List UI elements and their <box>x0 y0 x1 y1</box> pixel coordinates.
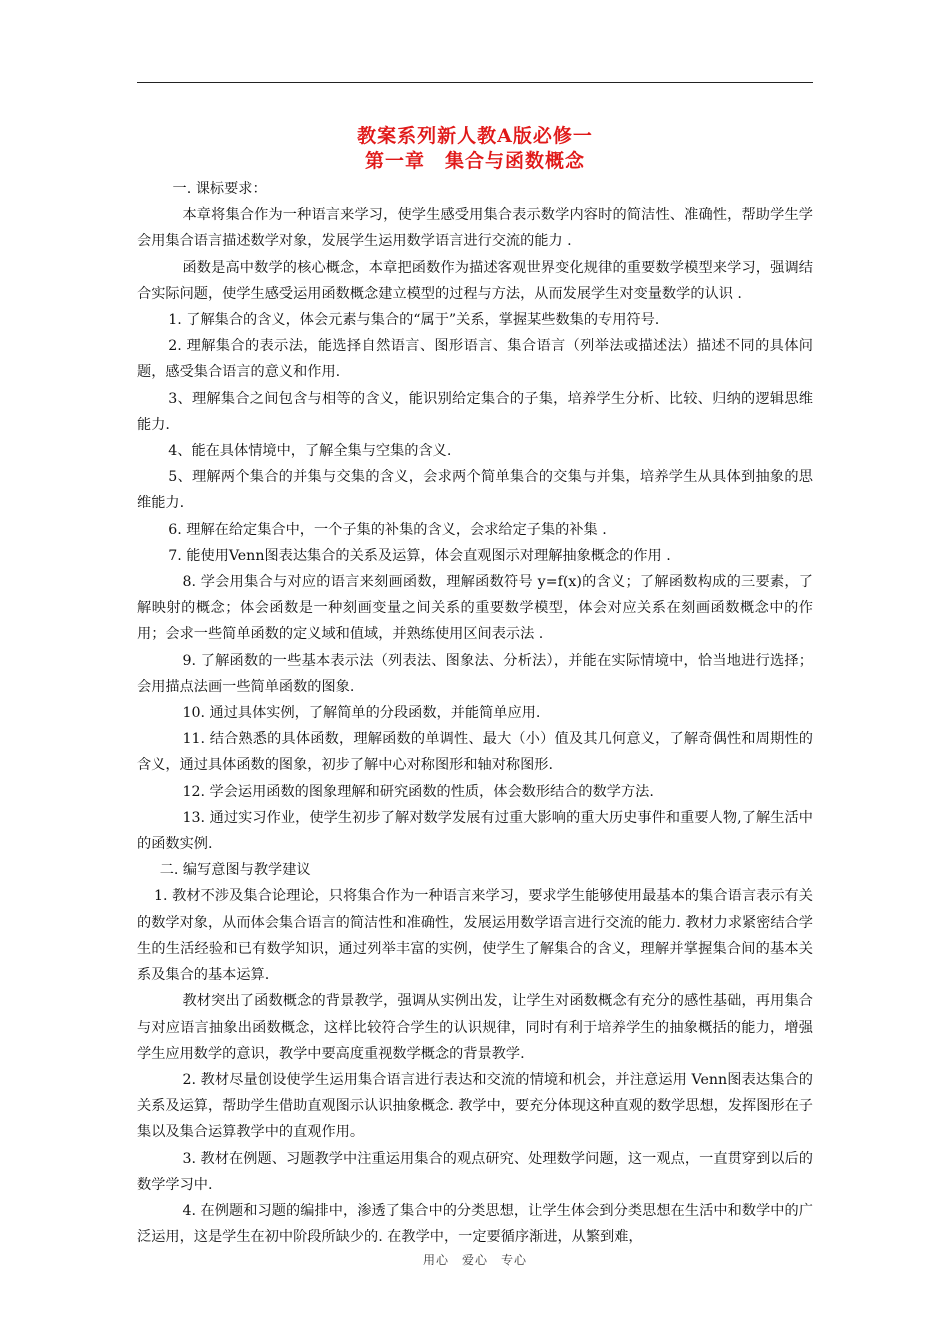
intro-paragraph: 本章将集合作为一种语言来学习，使学生感受用集合表示数学内容时的简洁性、准确性，帮助学生学会用集合语言描述数学对象，发展学生运用数学语言进行交流的能力 . <box>137 207 813 250</box>
list-item: 5、理解两个集合的并集与交集的含义，会求两个简单集合的交集与并集，培养学生从具体到抽象的思维能力. <box>137 469 813 512</box>
list-item: 8. 学会用集合与对应的语言来刻画函数，理解函数符号 y=f(x)的含义；了解函数构成的三要素，了解映射的概念；体会函数是一种刻画变量之间关系的重要数学模型，体会对应关系在刻画函数概念中的作用；会求一些简单函数的定义域和值域，并熟练使用区间表示法 . <box>137 574 813 643</box>
list-item: 4、能在具体情境中，了解全集与空集的含义. <box>168 443 452 460</box>
list-item: 2. 理解集合的表示法，能选择自然语言、图形语言、集合语言（列举法或描述法）描述不同的具体问题，感受集合语言的意义和作用. <box>137 338 813 381</box>
section-heading-2: 二. 编写意图与教学建议 <box>159 862 311 879</box>
header-rule <box>137 82 813 83</box>
section-heading-1: 一. 课标要求： <box>172 181 267 197</box>
chapter-title: 第一章 集合与函数概念 <box>364 150 585 172</box>
list-item: 10. 通过具体实例，了解简单的分段函数，并能简单应用. <box>182 705 541 722</box>
list-item: 13. 通过实习作业，使学生初步了解对数学发展有过重大影响的重大历史事件和重要人物,了解生活中的函数实例. <box>137 809 813 853</box>
body-paragraph: 1. 教材不涉及集合论理论，只将集合作为一种语言来学习，要求学生能够使用最基本的集合语言表示有关的数学对象，从而体会集合语言的简洁性和准确性，发展运用数学语言进行交流的能力. 教材力求紧密结合学生的生活经验和已有数学知识，通过列举丰富的实例，使学生了解集合的含义，理解并掌握集合间的基本关系及集合的基本运算. <box>137 888 813 984</box>
body-paragraph: 3. 教材在例题、习题教学中注重运用集合的观点研究、处理数学问题，这一观点，一直贯穿到以后的数学学习中. <box>137 1150 813 1193</box>
list-item: 9. 了解函数的一些基本表示法（列表法、图象法、分析法），并能在实际情境中，恰当地进行选择；会用描点法画一些简单函数的图象. <box>137 652 813 695</box>
list-item: 3、理解集合之间包含与相等的含义，能识别给定集合的子集，培养学生分析、比较、归纳的逻辑思维能力. <box>137 390 813 433</box>
list-item: 11. 结合熟悉的具体函数，理解函数的单调性、最大（小）值及其几何意义，了解奇偶性和周期性的含义，通过具体函数的图象，初步了解中心对称图形和轴对称图形. <box>137 731 813 774</box>
intro-paragraph: 函数是高中数学的核心概念，本章把函数作为描述客观世界变化规律的重要数学模型来学习，强调结合实际问题，使学生感受运用函数概念建立模型的过程与方法，从而发展学生对变量数学的认识 . <box>137 259 813 302</box>
list-item: 12. 学会运用函数的图象理解和研究函数的性质，体会数形结合的数学方法. <box>182 783 654 800</box>
document-title: 教案系列新人教A版必修一 <box>357 125 593 147</box>
document-body <box>137 176 813 1250</box>
list-item: 7. 能使用Venn图表达集合的关系及运算，体会直观图示对理解抽象概念的作用 . <box>168 547 671 564</box>
body-paragraph: 2. 教材尽量创设使学生运用集合语言进行表达和交流的情境和机会，并注意运用 Venn图表达集合的关系及运算，帮助学生借助直观图示认识抽象概念. 教学中，要充分体现这种直观的数学思想，发挥图形在子集以及集合运算教学中的直观作用。 <box>137 1071 813 1141</box>
body-paragraph: 4. 在例题和习题的编排中，渗透了集合中的分类思想，让学生体会到分类思想在生活中和数学中的广泛运用，这是学生在初中阶段所缺少的. 在教学中，一定要循序渐进，从繁到难， <box>137 1202 813 1246</box>
page-footer: 用心 爱心 专心 <box>422 1253 527 1267</box>
list-item: 6. 理解在给定集合中，一个子集的补集的含义，会求给定子集的补集 . <box>168 521 607 538</box>
body-paragraph: 教材突出了函数概念的背景教学，强调从实例出发，让学生对函数概念有充分的感性基础，再用集合与对应语言抽象出函数概念，这样比较符合学生的认识规律，同时有利于培养学生的抽象概括的能力，增强学生应用数学的意识，教学中要高度重视数学概念的背景教学. <box>137 993 813 1062</box>
list-item: 1. 了解集合的含义，体会元素与集合的“属于”关系，掌握某些数集的专用符号. <box>168 312 660 329</box>
